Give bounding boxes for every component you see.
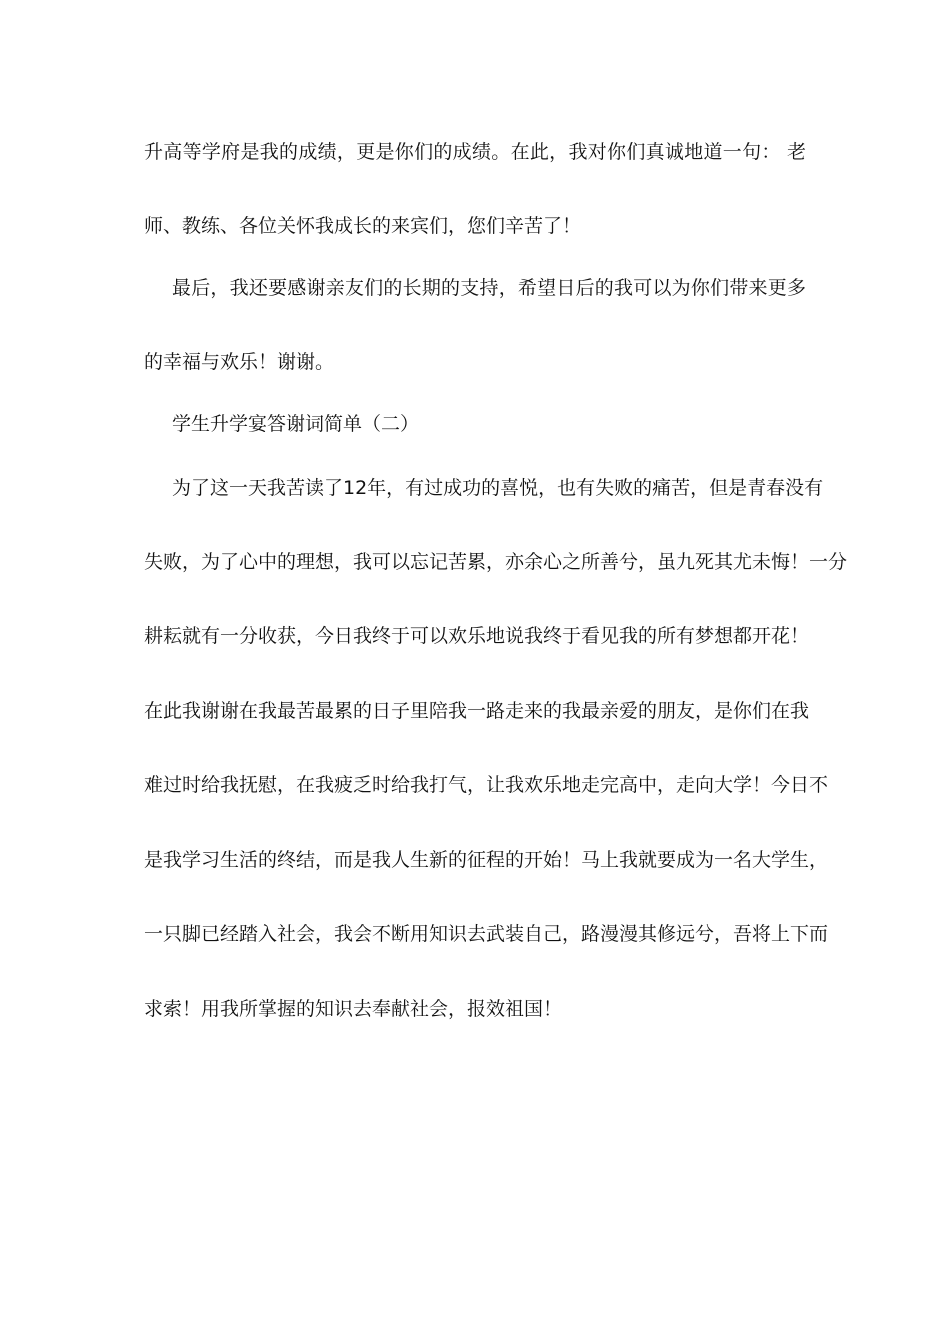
paragraph-1-line-1: 升高等学府是我的成绩，更是你们的成绩。在此，我对你们真诚地道一句： 老 (144, 141, 806, 163)
paragraph-2-line-2: 的幸福与欢乐！谢谢。 (144, 351, 335, 373)
paragraph-3-line-8: 求索！用我所掌握的知识去奉献社会，报效祖国！ (144, 998, 563, 1020)
paragraph-3-line-1: 为了这一天我苦读了12年，有过成功的喜悦，也有失败的痛苦，但是青春没有 (172, 477, 824, 499)
paragraph-1-line-2: 师、教练、各位关怀我成长的来宾们，您们辛苦了！ (144, 215, 582, 237)
paragraph-3-line-7: 一只脚已经踏入社会，我会不断用知识去武装自己，路漫漫其修远兮，吾将上下而 (144, 923, 829, 945)
paragraph-3-line-5: 难过时给我抚慰，在我疲乏时给我打气，让我欢乐地走完高中，走向大学！今日不 (144, 774, 829, 796)
section-title: 学生升学宴答谢词简单（二） (172, 413, 420, 435)
paragraph-3-line-2: 失败，为了心中的理想，我可以忘记苦累，亦余心之所善兮，虽九死其尤未悔！一分 (144, 551, 848, 573)
paragraph-2-line-1: 最后，我还要感谢亲友们的长期的支持，希望日后的我可以为你们带来更多 (172, 277, 806, 299)
paragraph-3-line-3: 耕耘就有一分收获，今日我终于可以欢乐地说我终于看见我的所有梦想都开花！ (144, 625, 810, 647)
paragraph-3-line-6: 是我学习生活的终结，而是我人生新的征程的开始！马上我就要成为一名大学生， (144, 849, 829, 871)
paragraph-3-line-4: 在此我谢谢在我最苦最累的日子里陪我一路走来的我最亲爱的朋友，是你们在我 (144, 700, 810, 722)
